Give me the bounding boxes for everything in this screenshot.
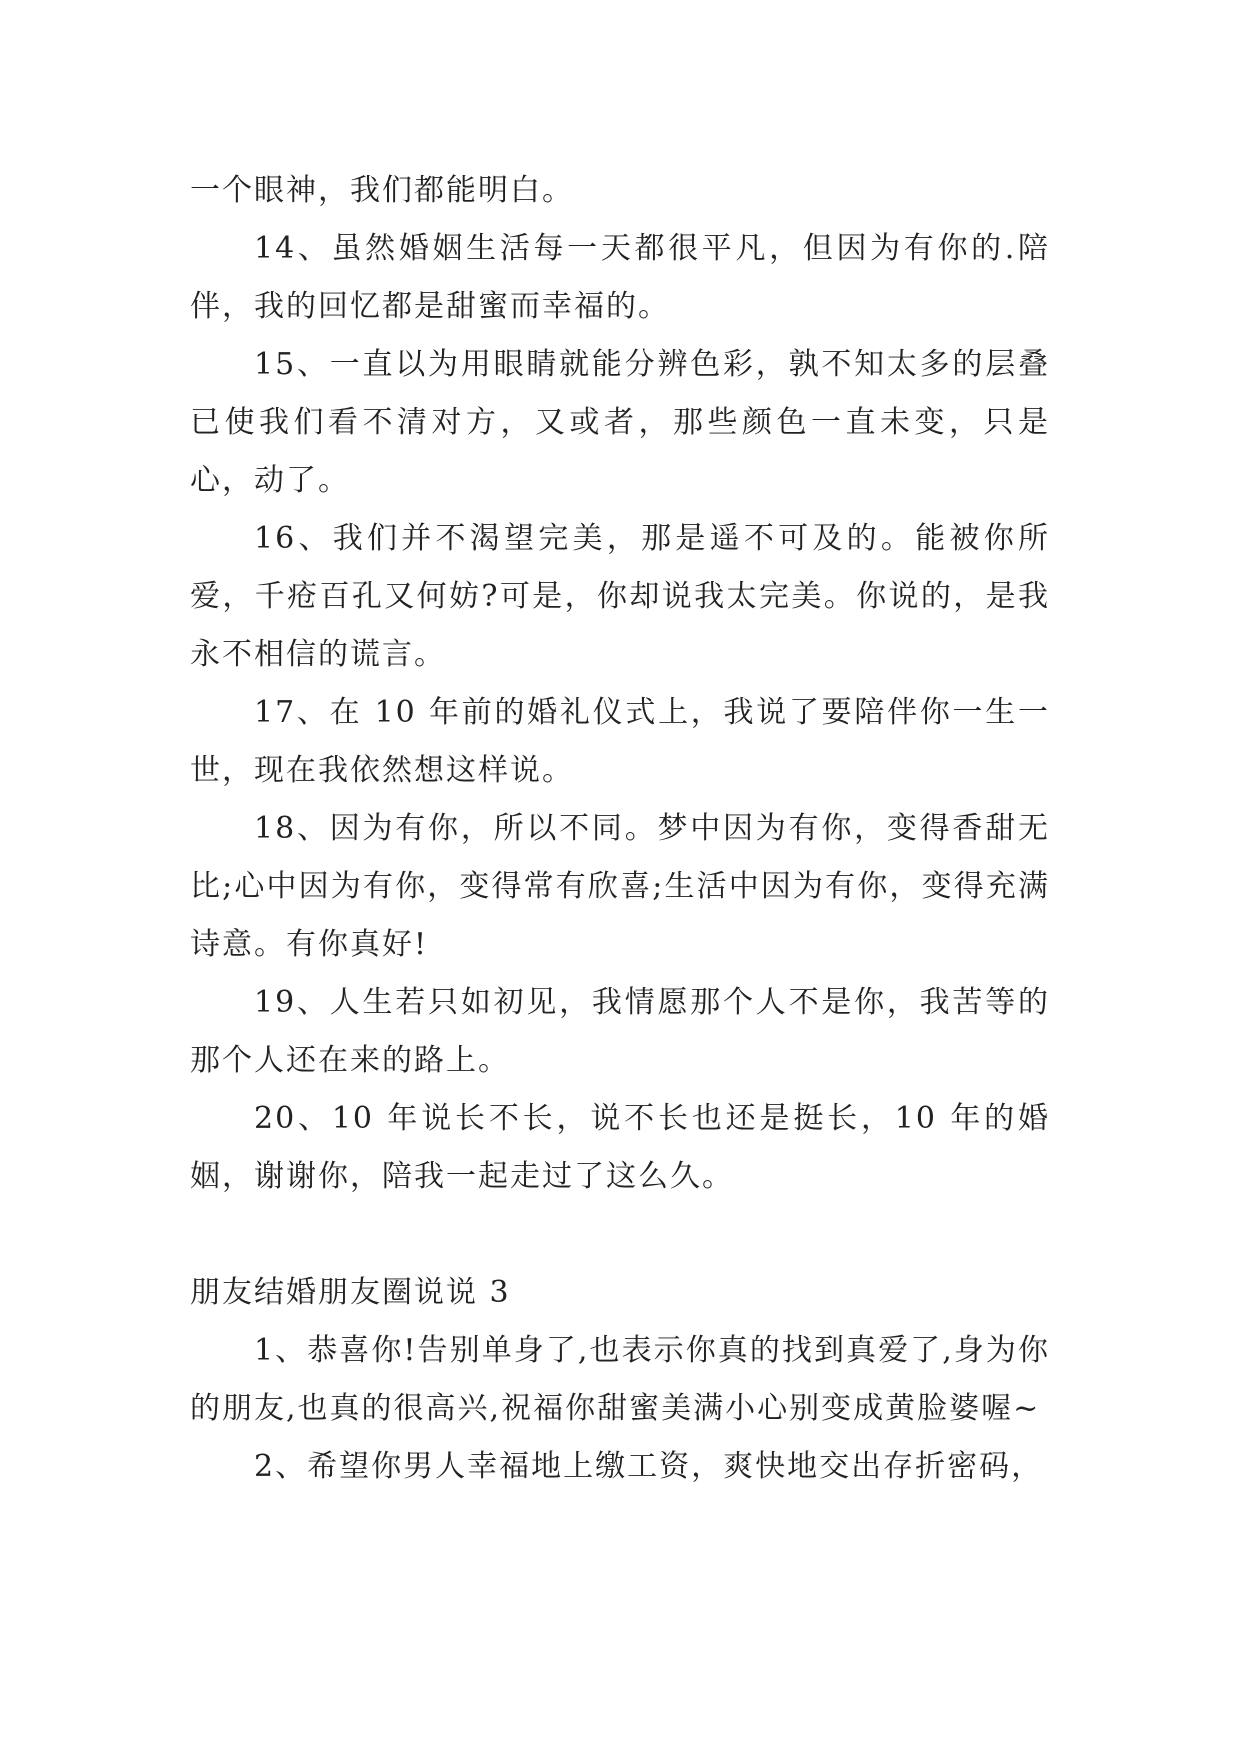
paragraph-item-15: 15、一直以为用眼睛就能分辨色彩，孰不知太多的层叠已使我们看不清对方，又或者，那些颜色一直未变，只是心，动了。 bbox=[190, 347, 1050, 498]
paragraph-item-14: 14、虽然婚姻生活每一天都很平凡，但因为有你的.陪伴，我的回忆都是甜蜜而幸福的。 bbox=[190, 231, 1050, 324]
paragraph-continuation: 一个眼神，我们都能明白。 bbox=[190, 173, 574, 208]
document-body bbox=[190, 162, 1050, 1496]
paragraph-item-19: 19、人生若只如初见，我情愿那个人不是你，我苦等的那个人还在来的路上。 bbox=[190, 985, 1050, 1078]
paragraph-item-20: 20、10 年说长不长，说不长也还是挺长，10 年的婚姻，谢谢你，陪我一起走过了这么久。 bbox=[190, 1101, 1050, 1194]
section-heading: 朋友结婚朋友圈说说 3 bbox=[190, 1275, 511, 1310]
paragraph-item-16: 16、我们并不渴望完美，那是遥不可及的。能被你所爱，千疮百孔又何妨?可是，你却说我太完美。你说的，是我永不相信的谎言。 bbox=[190, 521, 1050, 672]
paragraph-item-2: 2、希望你男人幸福地上缴工资，爽快地交出存折密码， bbox=[254, 1449, 1044, 1484]
paragraph-item-17: 17、在 10 年前的婚礼仪式上，我说了要陪伴你一生一世，现在我依然想这样说。 bbox=[190, 695, 1050, 788]
paragraph-item-18: 18、因为有你，所以不同。梦中因为有你，变得香甜无比;心中因为有你，变得常有欣喜;生活中因为有你，变得充满诗意。有你真好! bbox=[190, 811, 1050, 962]
paragraph-item-1: 1、恭喜你!告别单身了,也表示你真的找到真爱了,身为你的朋友,也真的很高兴,祝福你甜蜜美满小心别变成黄脸婆喔~ bbox=[190, 1333, 1050, 1426]
